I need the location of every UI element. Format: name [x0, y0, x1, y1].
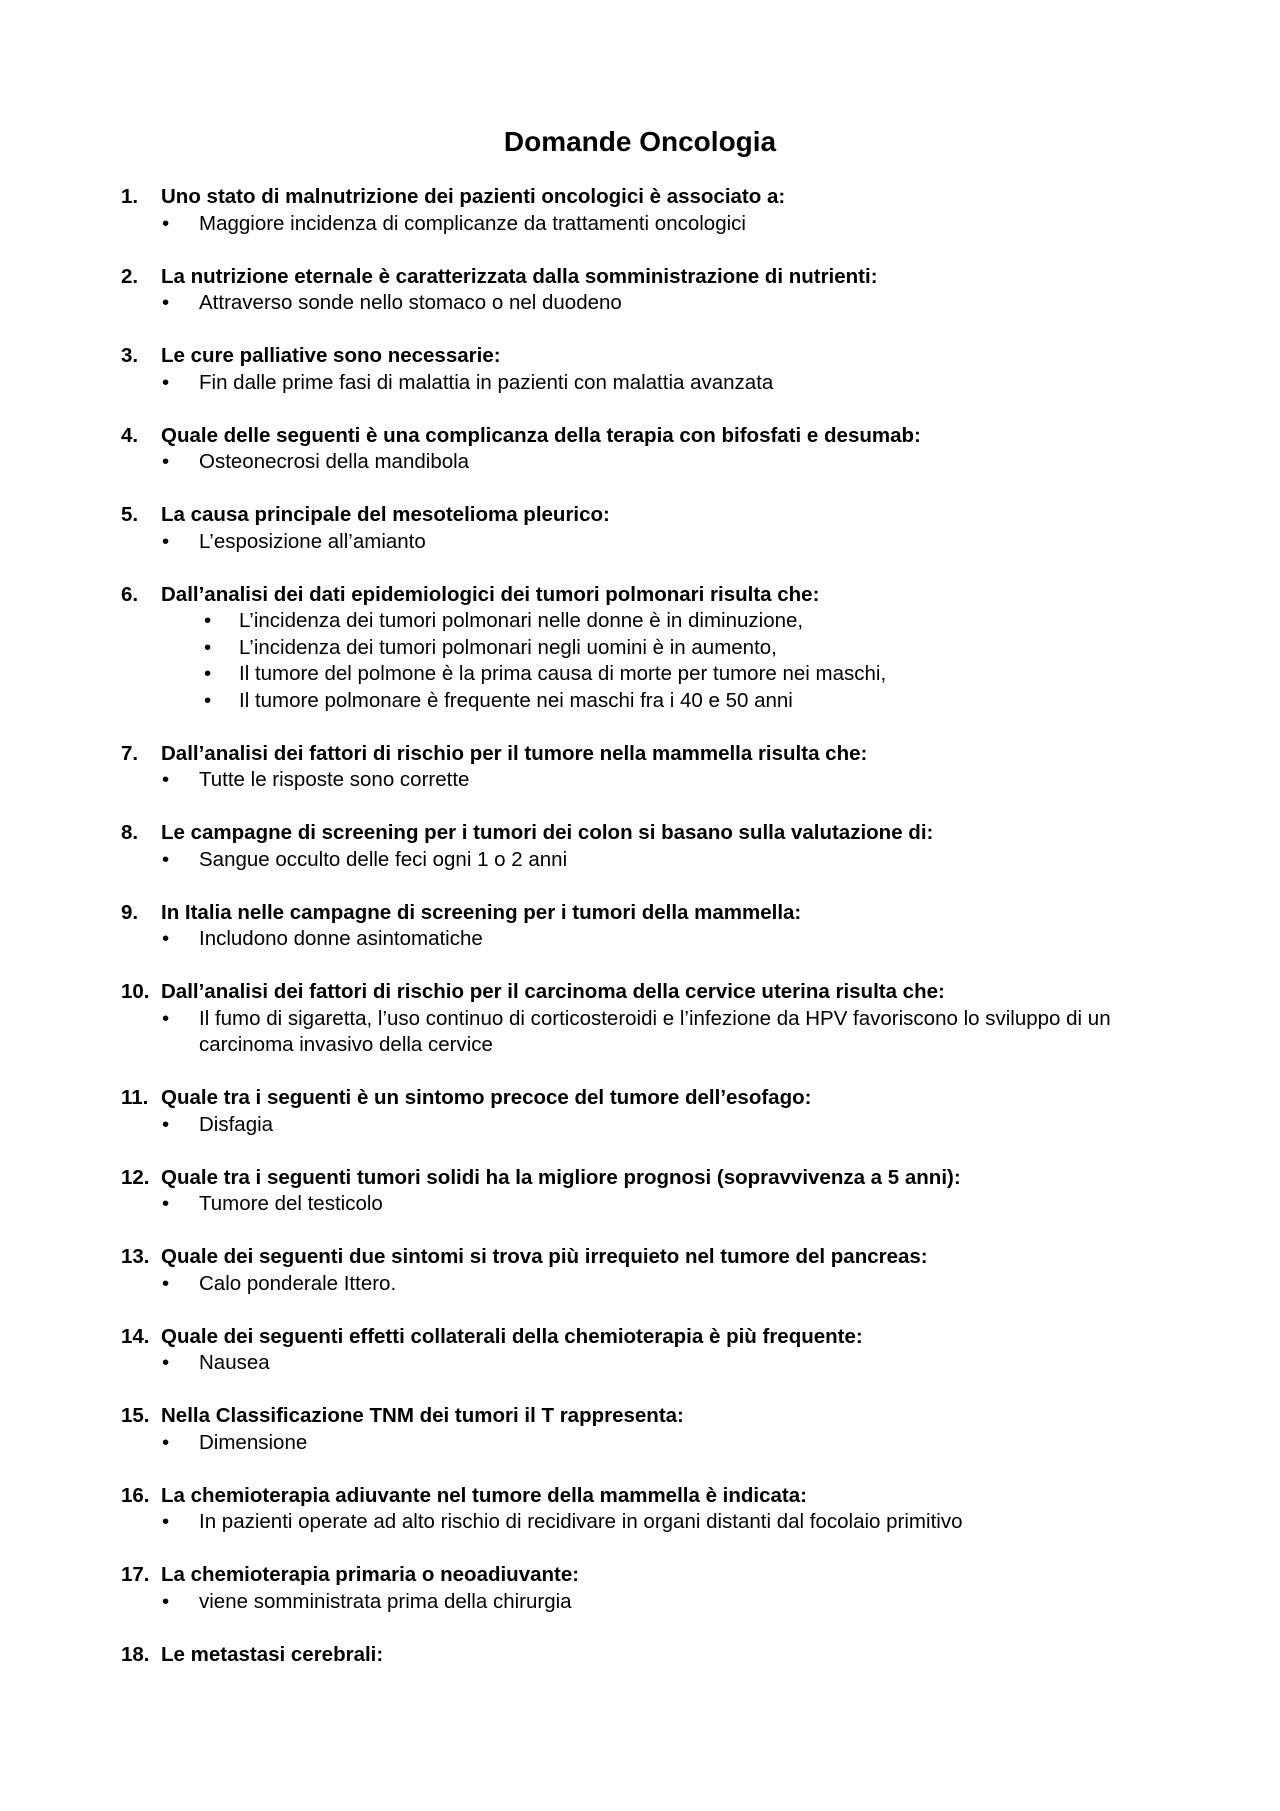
question-item: [121, 1244, 1181, 1297]
question-number: 12.: [121, 1165, 150, 1189]
question-heading: [121, 1085, 1181, 1112]
question-heading: [121, 741, 1181, 768]
question-text: Quale delle seguenti è una complicanza della terapia con bifosfati e desumab:: [161, 423, 921, 447]
bullet-icon: •: [162, 1112, 170, 1136]
answer-text: Il fumo di sigaretta, l’uso continuo di corticosteroidi e l’infezione da HPV favoriscono lo sviluppo di un carcinoma invasivo della cervice: [199, 1006, 1111, 1056]
bullet-icon: •: [162, 847, 170, 871]
question-text: Le cure palliative sono necessarie:: [161, 344, 501, 367]
answer-list: [121, 1191, 1181, 1218]
question-item: [121, 1085, 1181, 1138]
question-item: [121, 184, 1181, 237]
question-heading: [121, 1403, 1181, 1430]
question-text: Quale tra i seguenti è un sintomo precoce del tumore dell’esofago:: [161, 1086, 812, 1109]
question-heading: [121, 1642, 1181, 1669]
question-heading: [121, 820, 1181, 847]
question-number: 8.: [121, 821, 139, 844]
question-number: 4.: [121, 423, 139, 447]
question-item: [121, 1324, 1181, 1377]
bullet-icon: •: [162, 370, 170, 394]
question-item: [121, 741, 1181, 794]
answer-list: [121, 767, 1181, 794]
question-heading: [121, 1562, 1181, 1589]
question-heading: [121, 423, 1181, 450]
question-item: [121, 423, 1181, 476]
question-number: 18.: [121, 1642, 150, 1666]
answer-text: Attraverso sonde nello stomaco o nel duodeno: [199, 291, 622, 314]
question-item: [121, 900, 1181, 953]
question-text: In Italia nelle campagne di screening per i tumori della mammella:: [161, 900, 802, 924]
question-text: La chemioterapia primaria o neoadiuvante:: [161, 1563, 580, 1586]
answer-item: [159, 767, 1181, 794]
answer-text: Il tumore del polmone è la prima causa di morte per tumore nei maschi,: [239, 662, 887, 685]
answer-text: Disfagia: [199, 1112, 274, 1136]
question-number: 1.: [121, 185, 139, 208]
question-number: 9.: [121, 900, 139, 924]
answer-text: Il tumore polmonare è frequente nei maschi fra i 40 e 50 anni: [239, 688, 793, 712]
answer-item: [159, 529, 1181, 556]
bullet-icon: •: [162, 291, 170, 314]
question-heading: [121, 502, 1181, 529]
answer-text: In pazienti operate ad alto rischio di recidivare in organi distanti dal focolaio primitivo: [199, 1510, 963, 1533]
bullet-icon: •: [204, 609, 212, 632]
answer-item: [159, 1271, 1181, 1298]
question-item: [121, 1642, 1181, 1669]
question-text: Dall’analisi dei fattori di rischio per il tumore nella mammella risulta che:: [161, 741, 868, 765]
answer-text: Dimensione: [199, 1430, 308, 1454]
bullet-icon: •: [204, 635, 212, 659]
answer-item: [159, 1350, 1181, 1377]
question-heading: [121, 900, 1181, 927]
question-item: [121, 1165, 1181, 1218]
answer-item: [159, 1006, 1181, 1059]
answer-text: Sangue occulto delle feci ogni 1 o 2 anni: [199, 847, 568, 871]
question-heading: [121, 979, 1181, 1006]
answer-list: [121, 1589, 1181, 1616]
answer-text: Maggiore incidenza di complicanze da trattamenti oncologici: [199, 211, 746, 235]
answer-text: Tutte le risposte sono corrette: [199, 768, 470, 791]
bullet-icon: •: [162, 1510, 170, 1533]
question-item: [121, 582, 1181, 715]
question-number: 16.: [121, 1483, 150, 1507]
answer-item: [159, 847, 1181, 874]
answer-item: [159, 926, 1181, 953]
question-text: Le metastasi cerebrali:: [161, 1642, 384, 1666]
question-text: La nutrizione eternale è caratterizzata dalla somministrazione di nutrienti:: [161, 264, 878, 288]
answer-item: [201, 661, 1181, 688]
answer-text: Nausea: [199, 1351, 270, 1374]
bullet-icon: •: [162, 1430, 170, 1454]
question-number: 2.: [121, 264, 139, 288]
page-title: Domande Oncologia: [503, 126, 777, 157]
answer-text: L’esposizione all’amianto: [199, 529, 426, 553]
question-number: 13.: [121, 1245, 150, 1268]
bullet-icon: •: [162, 211, 170, 235]
answer-list: [121, 1430, 1181, 1457]
answer-text: Includono donne asintomatiche: [199, 927, 483, 950]
answer-list: [121, 847, 1181, 874]
question-item: [121, 1562, 1181, 1615]
answer-list: [121, 1509, 1181, 1536]
question-heading: [121, 582, 1181, 609]
answer-item: [159, 1430, 1181, 1457]
answer-item: [159, 1112, 1181, 1139]
bullet-icon: •: [162, 1589, 170, 1613]
question-text: Uno stato di malnutrizione dei pazienti oncologici è associato a:: [161, 185, 786, 208]
answer-item: [201, 608, 1181, 635]
question-text: Dall’analisi dei dati epidemiologici dei tumori polmonari risulta che:: [161, 582, 820, 606]
answer-text: viene somministrata prima della chirurgia: [199, 1589, 572, 1613]
question-text: La causa principale del mesotelioma pleurico:: [161, 503, 610, 526]
answer-list: [121, 926, 1181, 953]
answer-list: [121, 449, 1181, 476]
bullet-icon: •: [204, 662, 212, 685]
answer-list: [121, 1006, 1181, 1059]
answer-text: Calo ponderale Ittero.: [199, 1271, 397, 1295]
question-text: Quale dei seguenti due sintomi si trova più irrequieto nel tumore del pancreas:: [161, 1245, 928, 1268]
question-item: [121, 1403, 1181, 1456]
bullet-icon: •: [162, 529, 170, 553]
answer-item: [159, 370, 1181, 397]
question-heading: [121, 1244, 1181, 1271]
question-item: [121, 502, 1181, 555]
question-heading: [121, 264, 1181, 291]
question-text: Le campagne di screening per i tumori dei colon si basano sulla valutazione di:: [161, 821, 934, 844]
question-number: 6.: [121, 582, 139, 606]
answer-list: [121, 370, 1181, 397]
answer-item: [159, 290, 1181, 317]
bullet-icon: •: [162, 1192, 170, 1215]
answer-item: [159, 1191, 1181, 1218]
answer-item: [159, 1509, 1181, 1536]
bullet-icon: •: [162, 927, 170, 950]
answer-item: [201, 635, 1181, 662]
question-text: Quale dei seguenti effetti collaterali della chemioterapia è più frequente:: [161, 1324, 863, 1348]
answer-item: [201, 688, 1181, 715]
answer-list: [121, 290, 1181, 317]
question-item: [121, 343, 1181, 396]
bullet-icon: •: [162, 1271, 170, 1295]
answer-list: [121, 211, 1181, 238]
question-text: Nella Classificazione TNM dei tumori il T rappresenta:: [161, 1404, 684, 1427]
answer-list: [121, 1271, 1181, 1298]
bullet-icon: •: [162, 1351, 170, 1374]
question-number: 15.: [121, 1404, 150, 1427]
question-number: 5.: [121, 503, 139, 526]
answer-item: [159, 1589, 1181, 1616]
question-item: [121, 264, 1181, 317]
bullet-icon: •: [204, 688, 212, 712]
question-number: 3.: [121, 344, 139, 367]
question-number: 11.: [121, 1086, 149, 1109]
question-number: 10.: [121, 980, 150, 1003]
question-number: 17.: [121, 1563, 150, 1586]
question-heading: [121, 184, 1181, 211]
answer-text: Fin dalle prime fasi di malattia in pazienti con malattia avanzata: [199, 370, 774, 394]
answer-item: [159, 449, 1181, 476]
question-number: 7.: [121, 741, 139, 765]
question-heading: [121, 1324, 1181, 1351]
bullet-icon: •: [162, 1006, 170, 1030]
question-text: La chemioterapia adiuvante nel tumore della mammella è indicata:: [161, 1483, 807, 1507]
question-list: [121, 184, 1181, 1695]
answer-list: [121, 529, 1181, 556]
answer-text: L’incidenza dei tumori polmonari nelle donne è in diminuzione,: [239, 609, 804, 632]
answer-text: Osteonecrosi della mandibola: [199, 450, 470, 473]
answer-list: [121, 608, 1181, 714]
question-text: Dall’analisi dei fattori di rischio per il carcinoma della cervice uterina risulta che:: [161, 980, 945, 1003]
question-item: [121, 979, 1181, 1059]
question-item: [121, 820, 1181, 873]
answer-text: L’incidenza dei tumori polmonari negli uomini è in aumento,: [239, 635, 777, 659]
question-text: Quale tra i seguenti tumori solidi ha la migliore prognosi (sopravvivenza a 5 anni):: [161, 1165, 961, 1189]
answer-item: [159, 211, 1181, 238]
question-heading: [121, 343, 1181, 370]
question-item: [121, 1483, 1181, 1536]
bullet-icon: •: [162, 768, 170, 791]
answer-list: [121, 1112, 1181, 1139]
question-heading: [121, 1165, 1181, 1192]
answer-text: Tumore del testicolo: [199, 1192, 383, 1215]
bullet-icon: •: [162, 450, 170, 473]
question-number: 14.: [121, 1324, 150, 1348]
question-heading: [121, 1483, 1181, 1510]
answer-list: [121, 1350, 1181, 1377]
